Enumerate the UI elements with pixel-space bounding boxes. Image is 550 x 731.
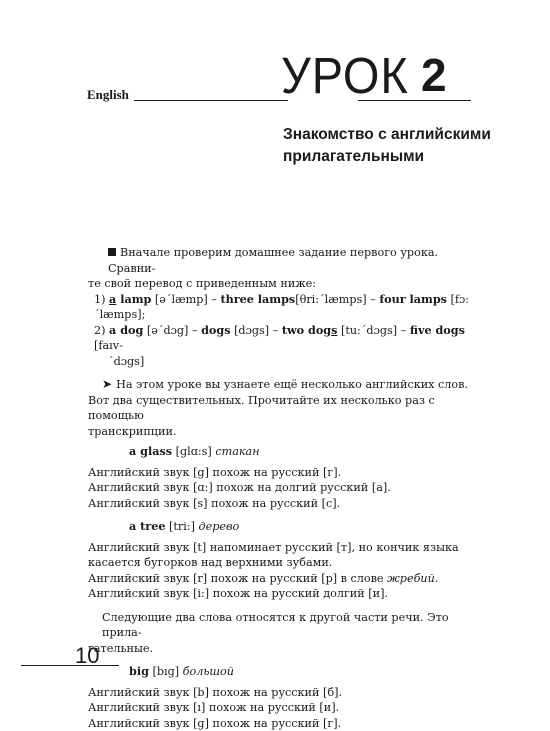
word-entry-big (88, 664, 473, 680)
square-bullet-icon (108, 248, 116, 256)
note: Английский звук [b] похож на русский [б]. (88, 685, 473, 701)
vocab-transcription: [bıg] (149, 665, 183, 678)
vocab-transcription: [tri:] (165, 520, 198, 533)
example-number: 2) (94, 324, 105, 337)
vocab-word: a tree (129, 519, 165, 533)
adjectives-intro-line-1: Следующие два слова относятся к другой части речи. Это прила- (88, 610, 473, 641)
example-word: dogs (201, 323, 230, 337)
note: касается бугорков над верхними зубами. (88, 555, 473, 571)
note: Английский звук [g] похож на русский [г]. (88, 716, 473, 731)
vocab-translation: большой (183, 665, 234, 678)
lesson-intro-line-3: транскрипции. (88, 424, 473, 440)
word-entry-tree (88, 519, 473, 535)
header-rule-right (358, 100, 471, 101)
intro-line-1: Вначале проверим домашнее задание первого урока. Сравни- (108, 246, 438, 275)
lesson-intro-line-1: На этом уроке вы узнаете ещё несколько английских слов. (116, 378, 468, 391)
vocab-word: a glass (129, 444, 172, 458)
example-word: lamp (116, 292, 151, 306)
example-transcription: [ə´dɔg] – (143, 324, 201, 337)
lesson-subtitle (283, 124, 523, 168)
note: Английский звук [s] похож на русский [с]. (88, 496, 473, 512)
example-transcription: [tu:´dɔgs] – (337, 324, 409, 337)
series-title: English (87, 87, 129, 103)
intro-line-2: те свой перевод с приведенным ниже: (88, 276, 473, 292)
note: Английский звук [ı] похож на русский [и]. (88, 700, 473, 716)
lesson-intro-paragraph (88, 377, 473, 393)
lesson-word: УРОК (281, 50, 409, 101)
lesson-number: 2 (421, 52, 447, 98)
example-transcription: [ə´læmp] – (151, 293, 220, 306)
note-text: Английский звук [r] похож на русский [р] в слове (88, 572, 387, 585)
vocab-transcription: [glɑ:s] (172, 445, 215, 458)
header-rule (134, 100, 288, 101)
note (88, 571, 473, 587)
example-transcription: [fɔ:´læmps]; (94, 293, 469, 322)
example-word: a (109, 292, 116, 306)
vocab-translation: стакан (215, 445, 259, 458)
page-number: 10 (75, 645, 99, 667)
note: Английский звук [t] напоминает русский [т], но кончик языка (88, 540, 473, 556)
intro-paragraph (88, 245, 473, 276)
example-word: a dog (109, 323, 143, 337)
example-1 (88, 292, 473, 323)
note: Английский звук [g] похож на русский [г]. (88, 465, 473, 481)
example-number: 1) (94, 293, 105, 306)
example-word: three lamps (220, 292, 295, 306)
example-transcription: [dɔgs] – (231, 324, 282, 337)
example-transcription: [θri:´læmps] – (295, 293, 379, 306)
arrow-bullet-icon: ➤ (102, 377, 112, 391)
example-2 (88, 323, 473, 354)
lesson-intro-line-2: Вот два существительных. Прочитайте их несколько раз с помощью (88, 393, 473, 424)
example-2-continuation: ´dɔgs] (88, 354, 473, 370)
note: Английский звук [i:] похож на русский долгий [и]. (88, 586, 473, 602)
note-text: . (435, 572, 439, 585)
vocab-word: big (129, 664, 149, 678)
subtitle-line-1: Знакомство с английскими (283, 124, 523, 146)
word-entry-glass (88, 444, 473, 460)
vocab-translation: дерево (199, 520, 240, 533)
example-transcription: [faıv- (94, 339, 123, 352)
adjectives-intro-line-2: гательные. (88, 641, 473, 657)
note-italic-word: жребий (387, 572, 435, 585)
example-word: two dog (282, 323, 331, 337)
note: Английский звук [ɑ:] похож на долгий русский [а]. (88, 480, 473, 496)
example-word: s (331, 323, 337, 337)
example-word: five dogs (410, 323, 465, 337)
subtitle-line-2: прилагательными (283, 146, 523, 168)
lesson-content (88, 245, 473, 731)
example-word: four lamps (379, 292, 447, 306)
footer-rule (21, 665, 119, 666)
